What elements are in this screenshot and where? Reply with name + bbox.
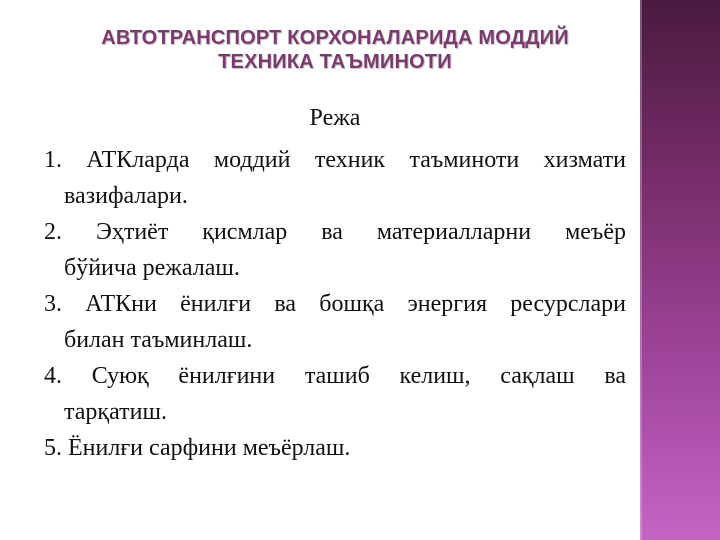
list-item-3-line-2: билан таъминлаш. <box>64 327 253 353</box>
list-item-1-line-1: 1. АТКларда моддий техник таъминоти хизмати <box>44 147 626 173</box>
list-item-5-line-1: 5. Ёнилғи сарфини меъёрлаш. <box>44 435 351 461</box>
list-item-2-line-1: 2. Эҳтиёт қисмлар ва материалларни меъёр <box>44 219 626 245</box>
plan-list <box>44 142 626 466</box>
list-item-5 <box>44 430 626 466</box>
slide-title-line-1: АВТОТРАНСПОРТ КОРХОНАЛАРИДА МОДДИЙ <box>101 27 569 49</box>
list-item-1 <box>44 142 626 214</box>
list-item-3 <box>44 286 626 358</box>
list-item-3-line-1: 3. АТКни ёнилғи ва бошқа энергия ресурслари <box>44 291 626 317</box>
plan-heading: Режа <box>309 105 361 131</box>
slide-title <box>30 26 640 74</box>
list-item-4-line-1: 4. Суюқ ёнилғини ташиб келиш, сақлаш ва <box>44 363 626 389</box>
list-item-4-line-2: тарқатиш. <box>64 399 167 425</box>
decorative-side-bar <box>640 0 720 540</box>
list-item-2 <box>44 214 626 286</box>
list-item-2-line-2: бўйича режалаш. <box>64 255 240 281</box>
list-item-4 <box>44 358 626 430</box>
slide-title-line-2: ТЕХНИКА ТАЪМИНОТИ <box>218 51 452 73</box>
list-item-1-line-2: вазифалари. <box>64 183 188 209</box>
